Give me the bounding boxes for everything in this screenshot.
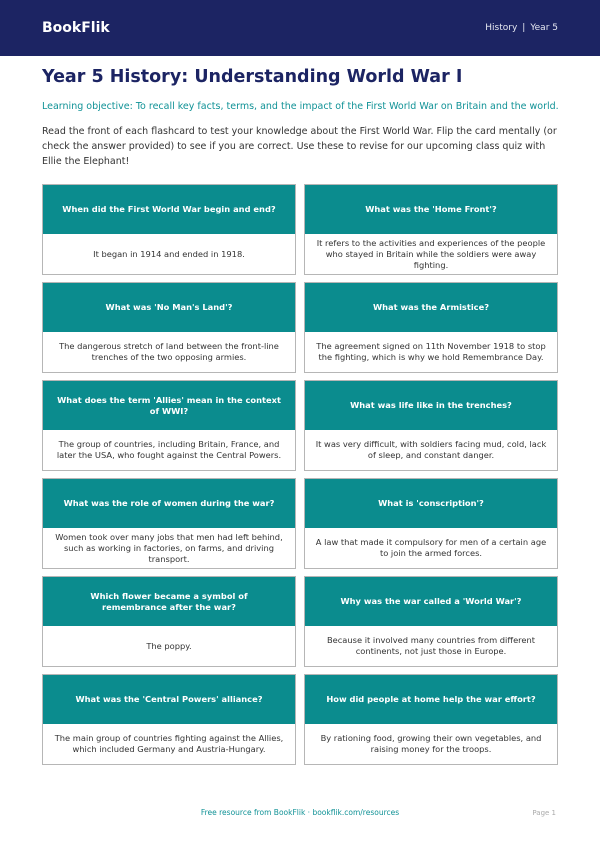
flashcard[interactable] — [42, 576, 296, 667]
flashcard-question: What was the Armistice? — [305, 283, 557, 332]
subject-label: History — [485, 23, 518, 33]
flashcard[interactable] — [304, 478, 558, 569]
flashcard-answer: By rationing food, growing their own vegetables, and raising money for the troops. — [305, 724, 557, 764]
page-title: Year 5 History: Understanding World War I — [42, 67, 463, 87]
flashcard-question: What is 'conscription'? — [305, 479, 557, 528]
flashcard[interactable] — [304, 380, 558, 471]
flashcard[interactable] — [42, 282, 296, 373]
flashcard-question: Why was the war called a 'World War'? — [305, 577, 557, 626]
flashcard-question: What does the term 'Allies' mean in the context of WWI? — [43, 381, 295, 430]
flashcard-answer: The group of countries, including Britain, France, and later the USA, who fought against the Central Powers. — [43, 430, 295, 470]
flashcard-answer: It began in 1914 and ended in 1918. — [43, 234, 295, 274]
flashcard-answer: The agreement signed on 11th November 1918 to stop the fighting, which is why we hold Remembrance Day. — [305, 332, 557, 372]
flashcard[interactable] — [42, 674, 296, 765]
flashcard-answer: Because it involved many countries from different continents, not just those in Europe. — [305, 626, 557, 666]
page-number: Page 1 — [532, 809, 556, 817]
flashcard-question: How did people at home help the war effort? — [305, 675, 557, 724]
breadcrumb-separator: | — [522, 23, 526, 33]
header-breadcrumb — [485, 23, 558, 33]
year-label: Year 5 — [530, 23, 558, 33]
flashcard-grid — [42, 184, 558, 765]
flashcard-answer: The main group of countries fighting against the Allies, which included Germany and Austria-Hungary. — [43, 724, 295, 764]
flashcard-question: When did the First World War begin and end? — [43, 185, 295, 234]
top-banner — [0, 0, 600, 56]
flashcard-question: What was the 'Home Front'? — [305, 185, 557, 234]
flashcard[interactable] — [42, 184, 296, 275]
flashcard-answer: It was very difficult, with soldiers facing mud, cold, lack of sleep, and constant danger. — [305, 430, 557, 470]
flashcard-question: What was the 'Central Powers' alliance? — [43, 675, 295, 724]
brand-logo[interactable]: BookFlik — [42, 20, 110, 36]
flashcard-answer: Women took over many jobs that men had left behind, such as working in factories, on farms, and driving transport. — [43, 528, 295, 568]
flashcard[interactable] — [42, 478, 296, 569]
flashcard-answer: The poppy. — [43, 626, 295, 666]
flashcard-question: What was the role of women during the war? — [43, 479, 295, 528]
intro-paragraph: Read the front of each flashcard to test your knowledge about the First World War. Flip the card mentally (or check the answer provided) to see if you are correct. Use these to revise for our upcoming class quiz with Ellie the Elephant! — [42, 126, 557, 167]
learning-objective: Learning objective: To recall key facts, terms, and the impact of the First World War on Britain and the world. — [42, 101, 559, 112]
flashcard[interactable] — [304, 184, 558, 275]
flashcard[interactable] — [304, 576, 558, 667]
flashcard[interactable] — [304, 674, 558, 765]
flashcard-question: What was 'No Man's Land'? — [43, 283, 295, 332]
flashcard-question: Which flower became a symbol of remembrance after the war? — [43, 577, 295, 626]
footer-credit[interactable]: Free resource from BookFlik · bookflik.com/resources — [200, 808, 400, 817]
flashcard-answer: A law that made it compulsory for men of a certain age to join the armed forces. — [305, 528, 557, 568]
flashcard-answer: The dangerous stretch of land between the front-line trenches of the two opposing armies. — [43, 332, 295, 372]
flashcard[interactable] — [42, 380, 296, 471]
flashcard-question: What was life like in the trenches? — [305, 381, 557, 430]
flashcard-answer: It refers to the activities and experiences of the people who stayed in Britain while the soldiers were away fighting. — [305, 234, 557, 274]
flashcard[interactable] — [304, 282, 558, 373]
